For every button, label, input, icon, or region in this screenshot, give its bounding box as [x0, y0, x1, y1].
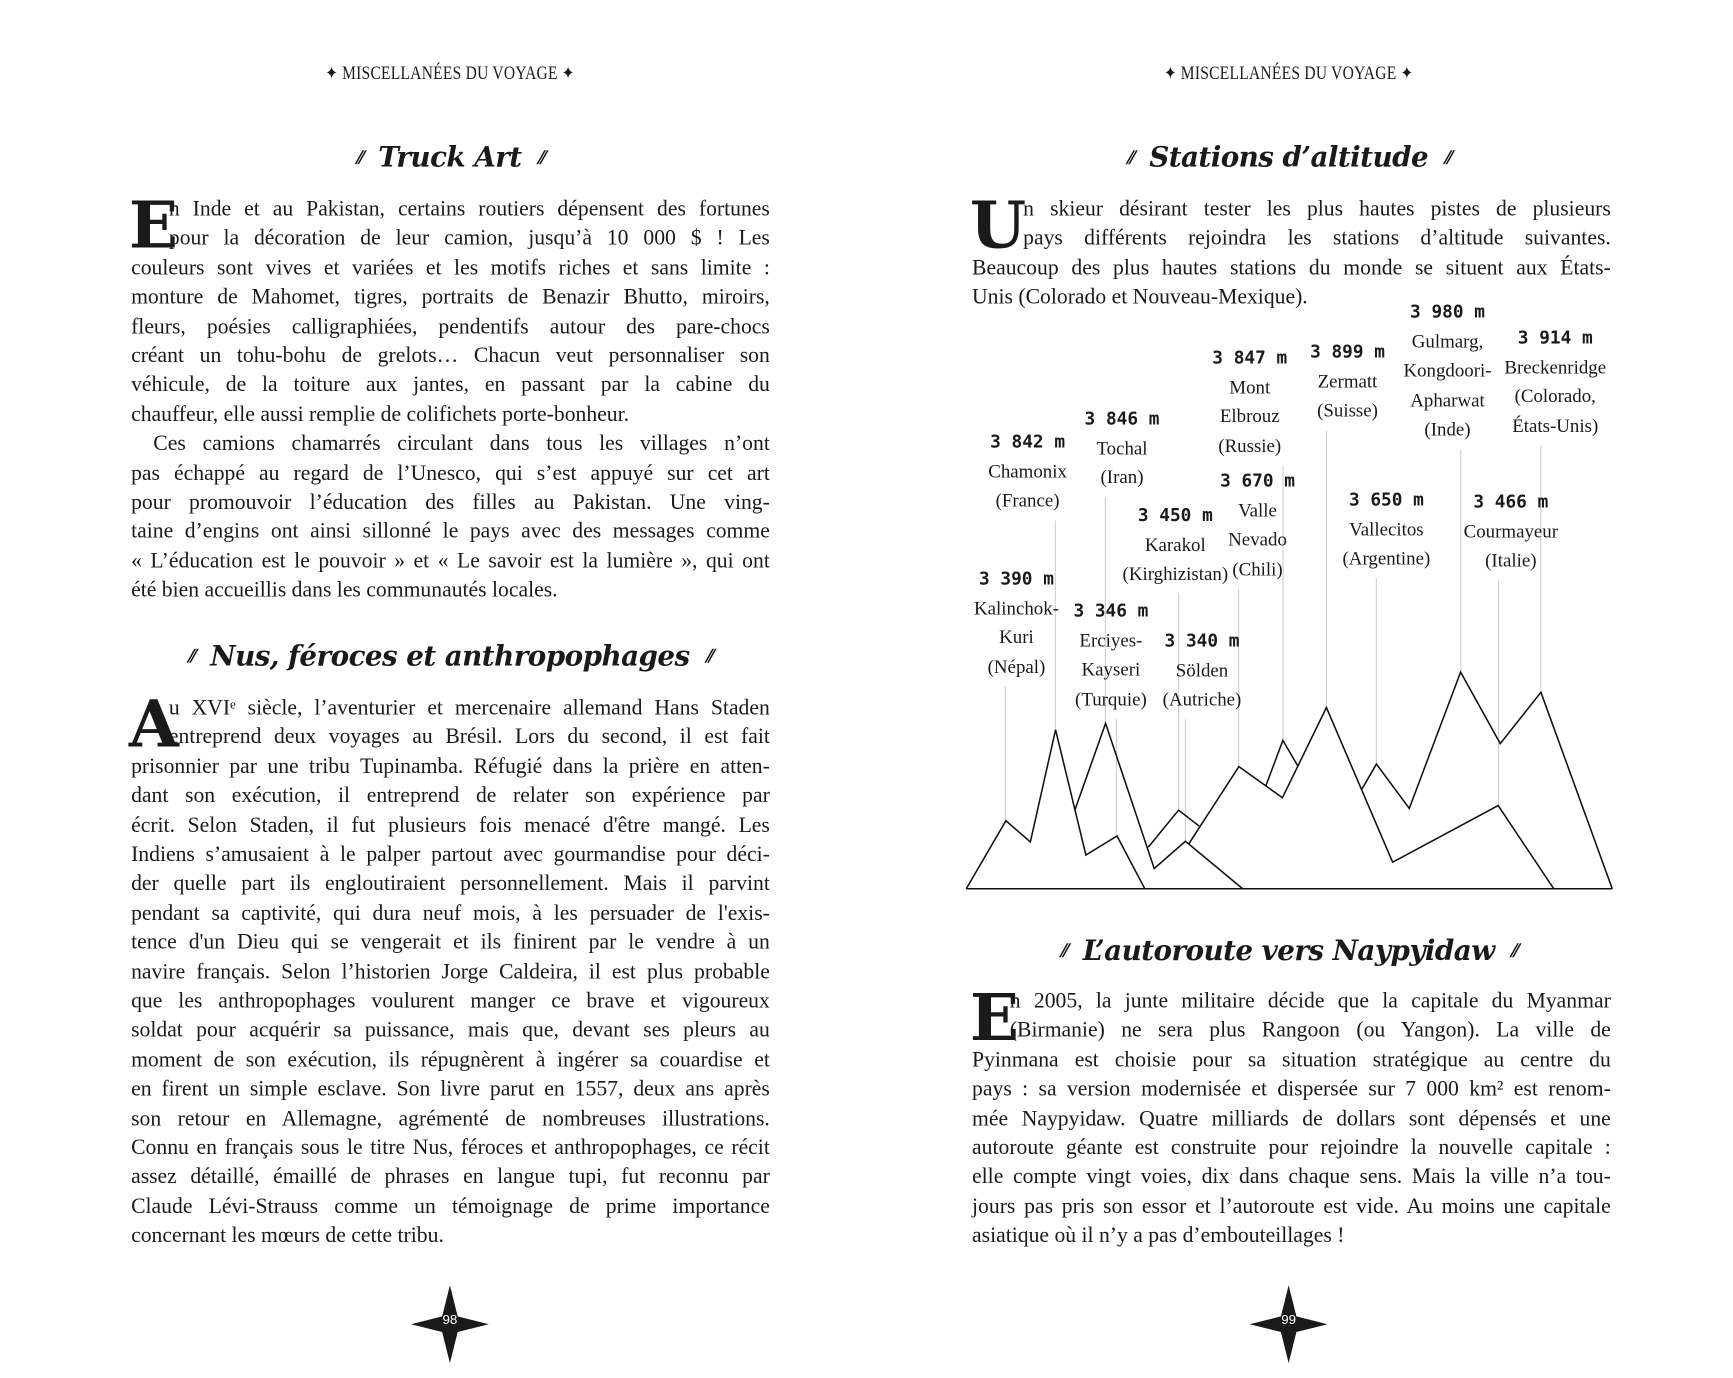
text-line: mée Naypyidaw. Quatre milliards de dollars sont dépensés et une: [972, 1107, 1611, 1131]
station-name-line: (Chili): [1232, 558, 1283, 580]
running-header-left: [268, 62, 632, 84]
section-title: [955, 934, 1622, 967]
text-line: en firent un simple esclave. Son livre parut en 1557, deux ans après: [131, 1077, 770, 1102]
running-header-right: [1106, 62, 1470, 84]
station-name-line: Sölden: [1175, 659, 1229, 681]
running-header-text: MISCELLANÉES DU VOYAGE: [342, 62, 558, 84]
station-name-line: Kuri: [999, 626, 1034, 648]
station-label: [1123, 501, 1229, 589]
station-altitude: 3 670 m: [1220, 469, 1295, 492]
station-label: [1310, 338, 1385, 426]
text-line: monture de Mahomet, tigres, portraits de Benazir Bhutto, miroirs,: [131, 285, 770, 310]
drop-cap: U: [969, 187, 1027, 264]
station-name-line: Valle: [1238, 499, 1277, 521]
star-ornament-icon: ✦: [561, 64, 575, 84]
text-line: der quelle part ils engloutiraient personnellement. Mais il parvint: [131, 872, 770, 896]
text-line: prisonnier par une tribu Tupinamba. Réfugié dans la prière en atten-: [131, 755, 770, 779]
lightning-ornament-icon: ⫽: [187, 645, 195, 667]
section-title-text: Truck Art: [378, 141, 522, 174]
mountain-outline: [1075, 723, 1243, 888]
station-altitude: 3 842 m: [990, 431, 1066, 453]
text-line: moment de son exécution, ils répugnèrent à ingérer sa couardise et: [131, 1048, 770, 1072]
text-line: écrit. Selon Staden, il fut plusieurs fois menacé d'être mangé. Les: [131, 813, 770, 838]
text-line: entreprend deux voyages au Brésil. Lors du second, il est fait: [168, 725, 770, 750]
text-line: Ces camions chamarrés circulant dans tous les villages n’ont: [153, 432, 770, 456]
station-name-line: (Suisse): [1317, 399, 1378, 422]
text-line: que les anthropophages voulurent manger ce brave et vigoureux: [131, 989, 770, 1014]
text-line: (Birmanie) ne sera plus Rangoon (ou Yangon). La ville de: [1009, 1019, 1611, 1043]
station-name-line: (Italie): [1485, 549, 1537, 572]
station-name-line: (Argentine): [1342, 547, 1431, 569]
section-title-text: Nus, féroces et anthropophages: [210, 639, 690, 673]
text-line: n skieur désirant tester les plus hautes pistes de plusieurs: [1023, 197, 1611, 222]
station-altitude: 3 450 m: [1137, 504, 1213, 526]
text-line: couleurs sont vives et variées et les motifs riches et sans limite :: [131, 256, 770, 280]
mountain-outline: [1266, 740, 1298, 786]
text-line: chauffeur, elle aussi remplie de colifichets porte-bonheur.: [131, 403, 630, 427]
text-line: navire français. Selon l’historien Jorge Caldeira, il est plus probable: [131, 960, 770, 984]
station-label: [1085, 404, 1160, 492]
text-line: véhicule, de la toiture aux jantes, en passant par la cabine du: [131, 373, 770, 398]
station-label: [1343, 485, 1431, 573]
lightning-ornament-icon: ⫽: [1510, 939, 1518, 961]
section-title: [117, 141, 784, 174]
text-line: Unis (Colorado et Nouveau-Mexique).: [972, 285, 1308, 310]
station-label: [1220, 467, 1295, 585]
station-name-line: (Turquie): [1075, 688, 1147, 710]
text-line: dant son exécution, il entreprend de relater son expérience par: [131, 784, 770, 808]
text-line: soldat pour acquérir sa puissance, mais que, devant ses pleurs au: [131, 1019, 770, 1043]
text-line: « L’éducation est le pouvoir » et « Le savoir est la lumière », qui ont: [131, 549, 770, 573]
station-name-line: (Inde): [1424, 418, 1471, 440]
running-header-text: MISCELLANÉES DU VOYAGE: [1180, 62, 1397, 84]
station-label: [1403, 298, 1491, 445]
lightning-ornament-icon: ⫽: [537, 146, 545, 168]
station-altitude: 3 650 m: [1348, 488, 1424, 510]
mountain-outline: [1148, 810, 1199, 847]
mountain-outline: [1361, 672, 1612, 889]
text-line: concernant les mœurs de cette tribu.: [131, 1224, 444, 1248]
drop-cap: E: [128, 187, 178, 264]
station-name-line: (Autriche): [1162, 688, 1242, 710]
text-line: fleurs, poésies calligraphiées, pendentifs autour des pare-chocs: [131, 315, 770, 339]
station-name-line: Zermatt: [1317, 370, 1378, 392]
section-title: [117, 640, 784, 673]
station-label: [1212, 343, 1287, 461]
station-label: [1464, 488, 1558, 576]
section-title-text: L’autoroute vers Naypyidaw: [1082, 934, 1495, 967]
page-number-right: [1250, 1285, 1328, 1363]
station-name-line: (Colorado,: [1514, 385, 1596, 407]
station-label: [1163, 627, 1242, 715]
station-name-line: Elbrouz: [1219, 405, 1280, 427]
page-number: 99: [1281, 1311, 1297, 1328]
station-name-line: Kongdoori-: [1403, 359, 1492, 382]
station-altitude: 3 346 m: [1073, 599, 1149, 621]
station-name-line: Courmayeur: [1463, 520, 1559, 542]
section-title: [955, 141, 1622, 174]
station-name-line: (Russie): [1218, 434, 1282, 457]
lightning-ornament-icon: ⫽: [1443, 146, 1451, 168]
lightning-ornament-icon: ⫽: [1059, 939, 1068, 961]
station-altitude: 3 899 m: [1310, 341, 1385, 363]
station-name-line: Apharwat: [1410, 389, 1485, 411]
section-title-text: Stations d’altitude: [1149, 141, 1429, 174]
text-line: Beaucoup des plus hautes stations du monde se situent aux États-: [972, 256, 1611, 280]
station-name-line: Gulmarg,: [1411, 330, 1484, 352]
text-line: pour promouvoir l’éducation des filles au Pakistan. Une ving-: [131, 491, 770, 515]
station-name-line: (Népal): [987, 655, 1046, 678]
text-line: pays différents rejoindra les stations d’altitude suivantes.: [1023, 227, 1611, 251]
lightning-ornament-icon: ⫽: [705, 645, 713, 667]
page-number-left: [411, 1285, 489, 1363]
text-line: pour la décoration de leur camion, jusqu’à 10 000 $ ! Les: [168, 227, 770, 251]
drop-cap: A: [128, 686, 179, 763]
star-ornament-icon: ✦: [1164, 64, 1177, 84]
text-line: pays : sa version modernisée et dispersée sur 7 000 km² est renom-: [972, 1077, 1611, 1102]
station-altitude: 3 390 m: [979, 567, 1054, 589]
text-line: Claude Lévi-Strauss comme un témoignage de prime importance: [131, 1195, 770, 1219]
mountain-outline: [966, 730, 1145, 889]
station-name-line: Breckenridge: [1504, 356, 1607, 378]
text-line: asiatique où il n’y a pas d’embouteillages !: [972, 1224, 1345, 1248]
star-ornament-icon: ✦: [1400, 64, 1414, 84]
station-altitude: 3 340 m: [1164, 629, 1240, 651]
station-label: [1504, 323, 1606, 441]
station-name-line: États-Unis): [1512, 414, 1599, 437]
station-name-line: (Kirghizistan): [1122, 563, 1229, 585]
text-line: son retour en Allemagne, agrémenté de nombreuses illustrations.: [131, 1107, 770, 1131]
station-name-line: (France): [995, 489, 1060, 512]
text-line: Indiens s’amusaient à le palper partout avec gourmandise pour déci-: [131, 843, 770, 867]
text-line: autoroute géante est construite pour rejoindre la nouvelle capitale :: [972, 1136, 1611, 1160]
station-name-line: Vallecitos: [1349, 518, 1424, 540]
page-number: 98: [442, 1311, 458, 1328]
station-name-line: Erciyes-: [1079, 629, 1143, 651]
text-line: pas échappé au regard de l’Unesco, qui s’est appuyé sur cet art: [131, 461, 770, 486]
text-line: elle compte vingt voies, dix dans chaque sens. Mais la ville n’a tou-: [972, 1165, 1611, 1190]
station-name-line: Kayseri: [1081, 658, 1141, 680]
mountain-outline: [1189, 708, 1554, 889]
station-name-line: Tochal: [1096, 437, 1148, 459]
station-altitude: 3 466 m: [1473, 491, 1549, 513]
station-name-line: Kalinchok-: [973, 597, 1059, 619]
station-name-line: Chamonix: [988, 460, 1067, 482]
station-name-line: Mont: [1229, 376, 1271, 398]
station-altitude: 3 914 m: [1517, 326, 1593, 348]
station-altitude: 3 846 m: [1084, 407, 1160, 429]
station-name-line: (Iran): [1100, 466, 1144, 488]
text-line: u XVIᵉ siècle, l’aventurier et mercenaire allemand Hans Staden: [168, 696, 770, 720]
lightning-ornament-icon: ⫽: [1126, 146, 1134, 168]
text-line: jours pas pris son essor et l’autoroute est vide. Au moins une capitale: [972, 1195, 1611, 1219]
text-line: été bien accueillis dans les communautés locales.: [131, 578, 558, 603]
station-label: [1073, 597, 1148, 715]
text-line: assez détaillé, émaillé de phrases en langue tupi, fut reconnu par: [131, 1165, 770, 1190]
text-line: tence d'un Dieu qui se vengerait et ils finirent par le vendre à un: [131, 931, 770, 955]
station-altitude: 3 847 m: [1212, 346, 1288, 368]
text-line: Connu en français sous le titre Nus, féroces et anthropophages, ce récit: [131, 1136, 770, 1160]
station-label: [974, 564, 1059, 682]
text-line: créant un tohu-bohu de grelots… Chacun veut personnaliser son: [131, 344, 770, 368]
drop-cap: E: [969, 979, 1019, 1056]
text-line: n Inde et au Pakistan, certains routiers dépensent des fortunes: [168, 197, 770, 222]
text-line: taine d’engins ont ainsi sillonné le pays avec des messages comme: [131, 520, 770, 544]
text-line: n 2005, la junte militaire décide que la capitale du Myanmar: [1009, 989, 1611, 1014]
station-altitude: 3 980 m: [1410, 301, 1485, 323]
station-name-line: Nevado: [1228, 528, 1287, 550]
text-line: pendant sa captivité, qui dura neuf mois, à les persuader de l'exis-: [131, 901, 770, 926]
star-ornament-icon: ✦: [325, 64, 338, 84]
lightning-ornament-icon: ⫽: [355, 146, 363, 168]
station-label: [988, 428, 1067, 516]
station-name-line: Karakol: [1144, 533, 1206, 555]
text-line: Pyinmana est choisie pour sa situation stratégique au centre du: [972, 1048, 1611, 1072]
